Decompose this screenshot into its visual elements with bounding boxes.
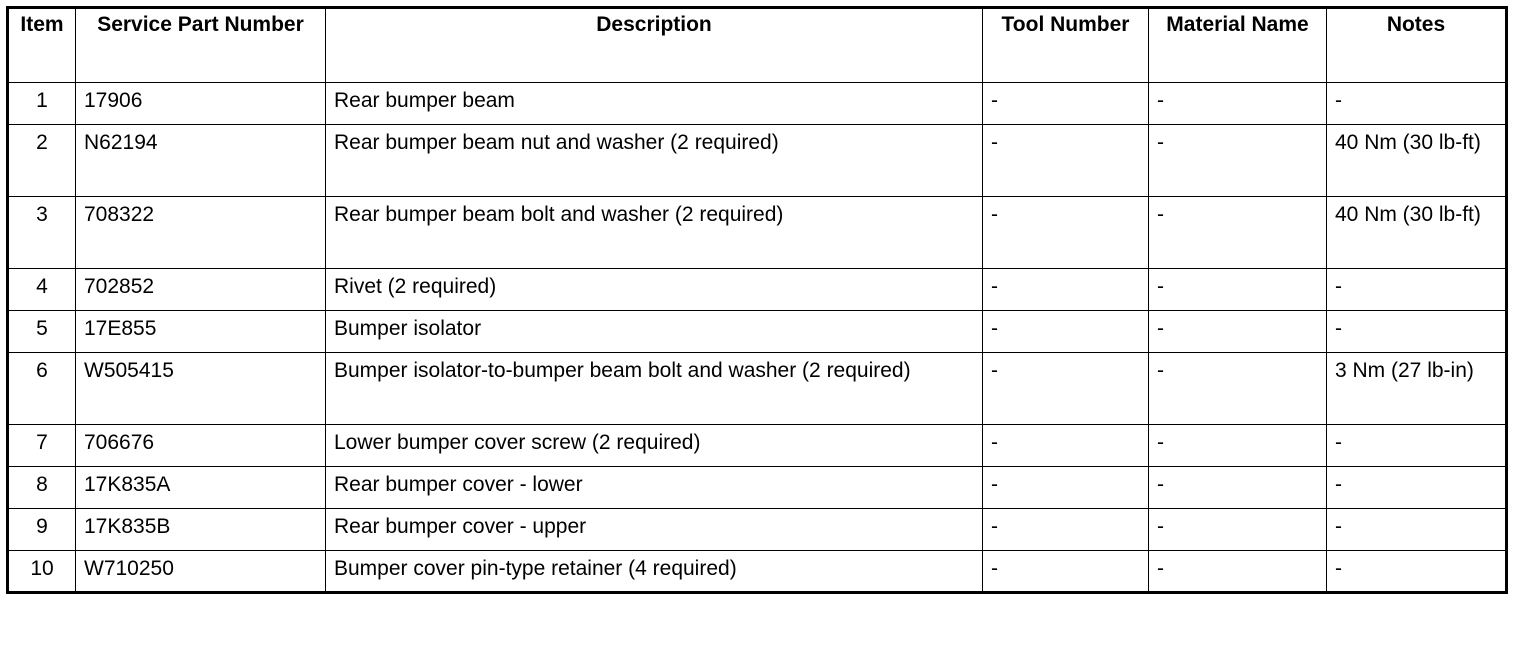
cell-tool-number: - [983,197,1149,269]
table-row [8,425,1507,467]
cell-item: 10 [8,551,76,593]
cell-tool-number: - [983,551,1149,593]
cell-material-name: - [1149,425,1327,467]
cell-item: 1 [8,83,76,125]
cell-description: Bumper isolator-to-bumper beam bolt and washer (2 required) [326,353,983,425]
table-row [8,125,1507,197]
cell-notes: - [1327,311,1507,353]
table-row [8,83,1507,125]
header-material-name: Material Name [1149,8,1327,83]
header-description: Description [326,8,983,83]
cell-material-name: - [1149,269,1327,311]
cell-description: Bumper isolator [326,311,983,353]
table-row [8,509,1507,551]
cell-tool-number: - [983,269,1149,311]
table-row [8,311,1507,353]
cell-tool-number: - [983,353,1149,425]
cell-item: 5 [8,311,76,353]
table-header [8,8,1507,83]
cell-notes: 40 Nm (30 lb-ft) [1327,197,1507,269]
cell-material-name: - [1149,467,1327,509]
table-body [8,83,1507,593]
cell-item: 8 [8,467,76,509]
cell-material-name: - [1149,551,1327,593]
cell-item: 9 [8,509,76,551]
cell-service-part-number: N62194 [76,125,326,197]
cell-tool-number: - [983,125,1149,197]
parts-table [6,6,1508,594]
cell-description: Rear bumper cover - upper [326,509,983,551]
cell-description: Rivet (2 required) [326,269,983,311]
cell-description: Rear bumper beam [326,83,983,125]
cell-notes: - [1327,83,1507,125]
cell-description: Bumper cover pin-type retainer (4 required) [326,551,983,593]
cell-service-part-number: 17E855 [76,311,326,353]
cell-material-name: - [1149,197,1327,269]
parts-table-container [6,6,1508,594]
cell-material-name: - [1149,353,1327,425]
table-row [8,269,1507,311]
cell-notes: - [1327,509,1507,551]
cell-service-part-number: 17K835B [76,509,326,551]
cell-material-name: - [1149,125,1327,197]
table-row [8,551,1507,593]
cell-description: Lower bumper cover screw (2 required) [326,425,983,467]
cell-service-part-number: 17K835A [76,467,326,509]
cell-description: Rear bumper beam nut and washer (2 required) [326,125,983,197]
cell-tool-number: - [983,83,1149,125]
cell-notes: - [1327,467,1507,509]
cell-material-name: - [1149,509,1327,551]
cell-description: Rear bumper cover - lower [326,467,983,509]
cell-notes: 40 Nm (30 lb-ft) [1327,125,1507,197]
cell-item: 3 [8,197,76,269]
cell-tool-number: - [983,311,1149,353]
cell-notes: 3 Nm (27 lb-in) [1327,353,1507,425]
header-tool-number: Tool Number [983,8,1149,83]
cell-notes: - [1327,551,1507,593]
cell-tool-number: - [983,509,1149,551]
cell-notes: - [1327,269,1507,311]
cell-tool-number: - [983,467,1149,509]
cell-tool-number: - [983,425,1149,467]
table-row [8,467,1507,509]
cell-service-part-number: 17906 [76,83,326,125]
cell-item: 7 [8,425,76,467]
cell-material-name: - [1149,83,1327,125]
cell-item: 6 [8,353,76,425]
table-row [8,353,1507,425]
cell-service-part-number: 706676 [76,425,326,467]
cell-service-part-number: W505415 [76,353,326,425]
header-item: Item [8,8,76,83]
header-notes: Notes [1327,8,1507,83]
cell-service-part-number: W710250 [76,551,326,593]
cell-item: 4 [8,269,76,311]
cell-service-part-number: 708322 [76,197,326,269]
table-row [8,197,1507,269]
header-service-part-number: Service Part Number [76,8,326,83]
cell-service-part-number: 702852 [76,269,326,311]
cell-material-name: - [1149,311,1327,353]
cell-notes: - [1327,425,1507,467]
cell-item: 2 [8,125,76,197]
cell-description: Rear bumper beam bolt and washer (2 required) [326,197,983,269]
header-row [8,8,1507,83]
